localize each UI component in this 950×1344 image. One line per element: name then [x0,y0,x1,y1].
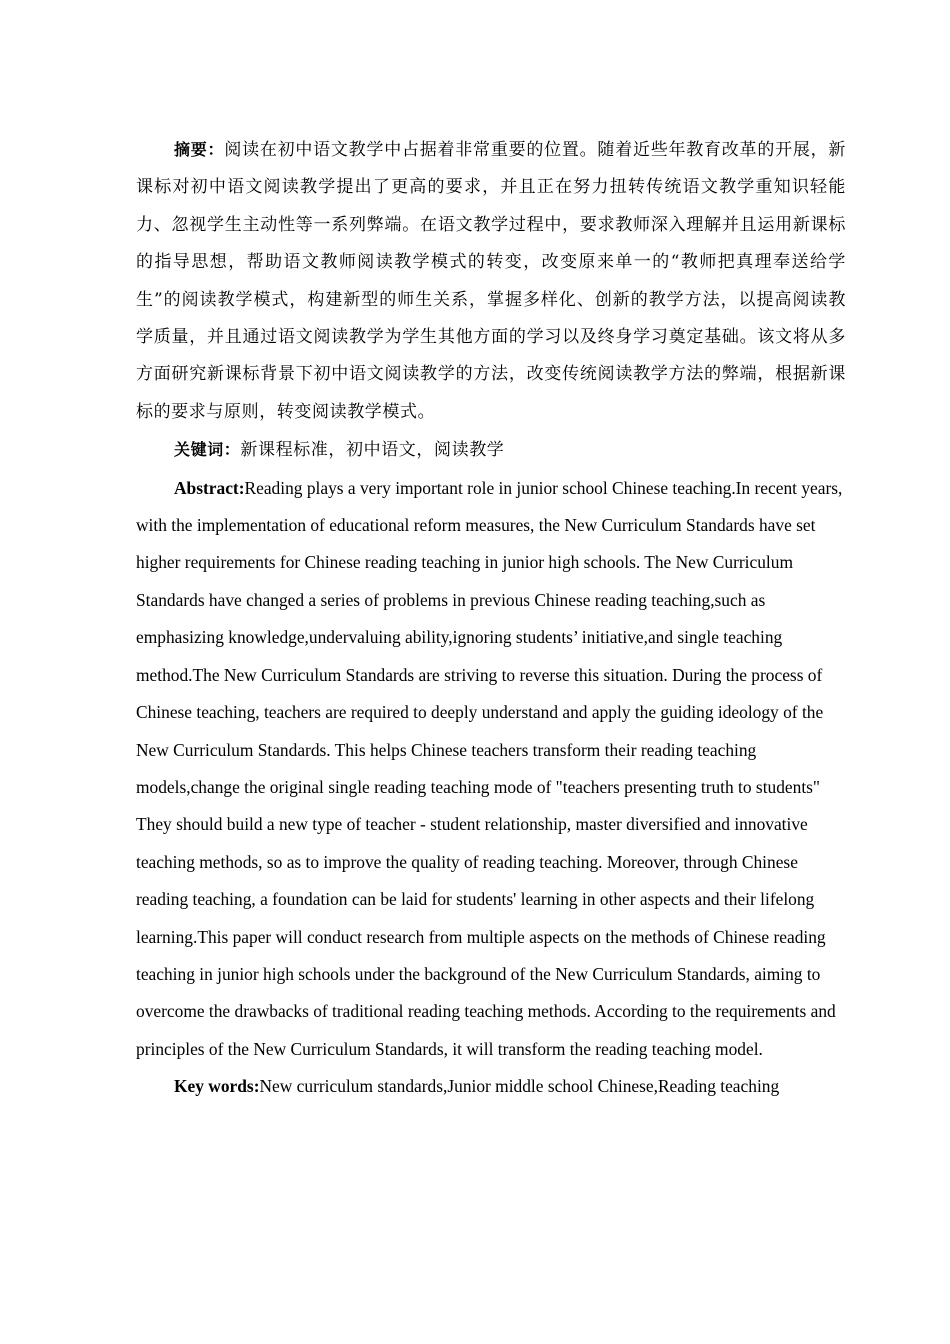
english-keywords-label: Key words: [174,1076,260,1097]
chinese-abstract-text: 阅读在初中语文教学中占据着非常重要的位置。随着近些年教育改革的开展，新课标对初中语文阅读教学提出了更高的要求，并且正在努力扭转传统语文教学重知识轻能力、忽视学生主动性等一系列弊端。在语文教学过程中，要求教师深入理解并且运用新课标的指导思想，帮助语文教师阅读教学模式的转变，改变原来单一的“教师把真理奉送给学生”的阅读教学模式，构建新型的师生关系，掌握多样化、创新的教学方法，以提高阅读教学质量，并且通过语文阅读教学为学生其他方面的学习以及终身学习奠定基础。该文将从多方面研究新课标背景下初中语文阅读教学的方法，改变传统阅读教学方法的弊端，根据新课标的要求与原则，转变阅读教学模式。 [136,140,846,422]
chinese-keywords-paragraph [136,431,846,469]
english-abstract-paragraph [136,470,846,1069]
chinese-keywords-label: 关键词： [174,440,241,460]
chinese-keywords-text: 新课程标准，初中语文，阅读教学 [240,440,505,461]
english-abstract-text: Reading plays a very important role in junior school Chinese teaching.In recent years, with the implementation of educational reform measures, the New Curriculum Standards have set higher requirements for Chinese reading teaching in junior high schools. The New Curriculum Standards have changed a series of problems in previous Chinese reading teaching,such as emphasizing knowledge,undervaluing ability,ignoring students’ initiative,and single teaching method.The New Curriculum Standards are striving to reverse this situation. During the process of Chinese teaching, teachers are required to deeply understand and apply the guiding ideology of the New Curriculum Standards. This helps Chinese teachers transform their reading teaching models,change the original single reading teaching mode of "teachers presenting truth to students" They should build a new type of teacher - student relationship, master diversified and innovative teaching methods, so as to improve the quality of reading teaching. Moreover, through Chinese reading teaching, a foundation can be laid for students' learning in other aspects and their lifelong learning.This paper will conduct research from multiple aspects on the methods of Chinese reading teaching in junior high schools under the background of the New Curriculum Standards, aiming to overcome the drawbacks of traditional reading teaching methods. According to the requirements and principles of the New Curriculum Standards, it will transform the reading teaching model. [136,477,843,1059]
english-keywords-text: New curriculum standards,Junior middle school Chinese,Reading teaching [259,1076,780,1097]
english-keywords-paragraph [136,1068,846,1105]
chinese-abstract-label: 摘要： [174,140,225,159]
chinese-abstract-paragraph [136,131,846,431]
abstract-section [136,131,846,1106]
english-abstract-label: Abstract: [174,477,245,498]
